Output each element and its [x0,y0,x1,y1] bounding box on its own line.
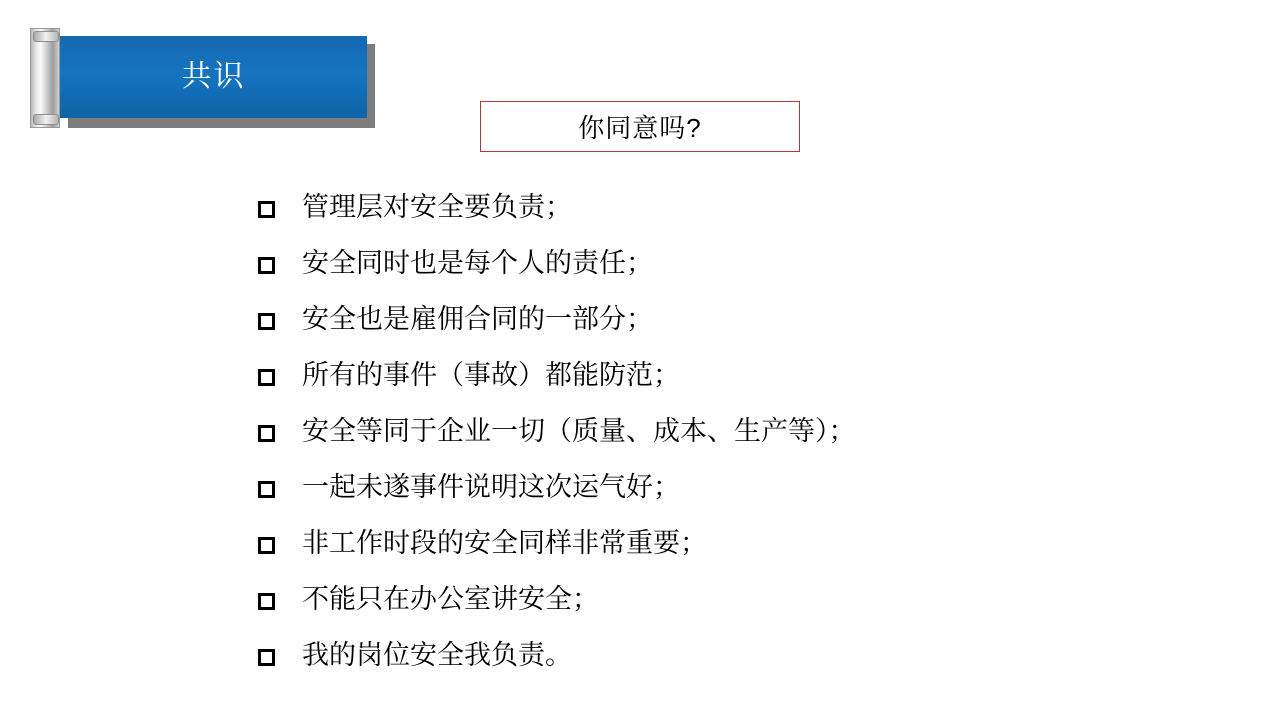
square-bullet-icon [258,649,275,666]
list-item [258,572,1238,628]
list-item [258,404,1238,460]
list-item [258,460,1238,516]
list-item [258,348,1238,404]
square-bullet-icon [258,425,275,442]
list-item-label: 非工作时段的安全同样非常重要； [302,528,707,559]
list-item [258,292,1238,348]
square-bullet-icon [258,257,275,274]
title-banner [60,36,367,118]
list-item-label: 安全等同于企业一切（质量、成本、生产等）； [302,416,856,447]
list-item-label: 所有的事件（事故）都能防范； [302,360,680,391]
list-item [258,516,1238,572]
list-item-label: 管理层对安全要负责； [302,192,572,223]
scroll-roll-icon [30,28,60,128]
list-item [258,236,1238,292]
square-bullet-icon [258,313,275,330]
list-item [258,180,1238,236]
bullet-list [258,180,1238,684]
square-bullet-icon [258,481,275,498]
list-item [258,628,1238,684]
square-bullet-icon [258,369,275,386]
list-item-label: 一起未遂事件说明这次运气好； [302,472,680,503]
list-item-label: 安全也是雇佣合同的一部分； [302,304,653,335]
scroll-roll-cap-bottom-icon [33,114,59,125]
question-box [480,101,800,152]
square-bullet-icon [258,593,275,610]
scroll-roll-cap-top-icon [33,31,59,42]
slide-title: 共识 [181,60,246,93]
title-banner-group [30,28,375,128]
square-bullet-icon [258,537,275,554]
list-item-label: 不能只在办公室讲安全； [302,584,599,615]
list-item-label: 安全同时也是每个人的责任； [302,248,653,279]
question-text: 你同意吗? [578,113,702,143]
list-item-label: 我的岗位安全我负责。 [302,640,572,671]
square-bullet-icon [258,201,275,218]
